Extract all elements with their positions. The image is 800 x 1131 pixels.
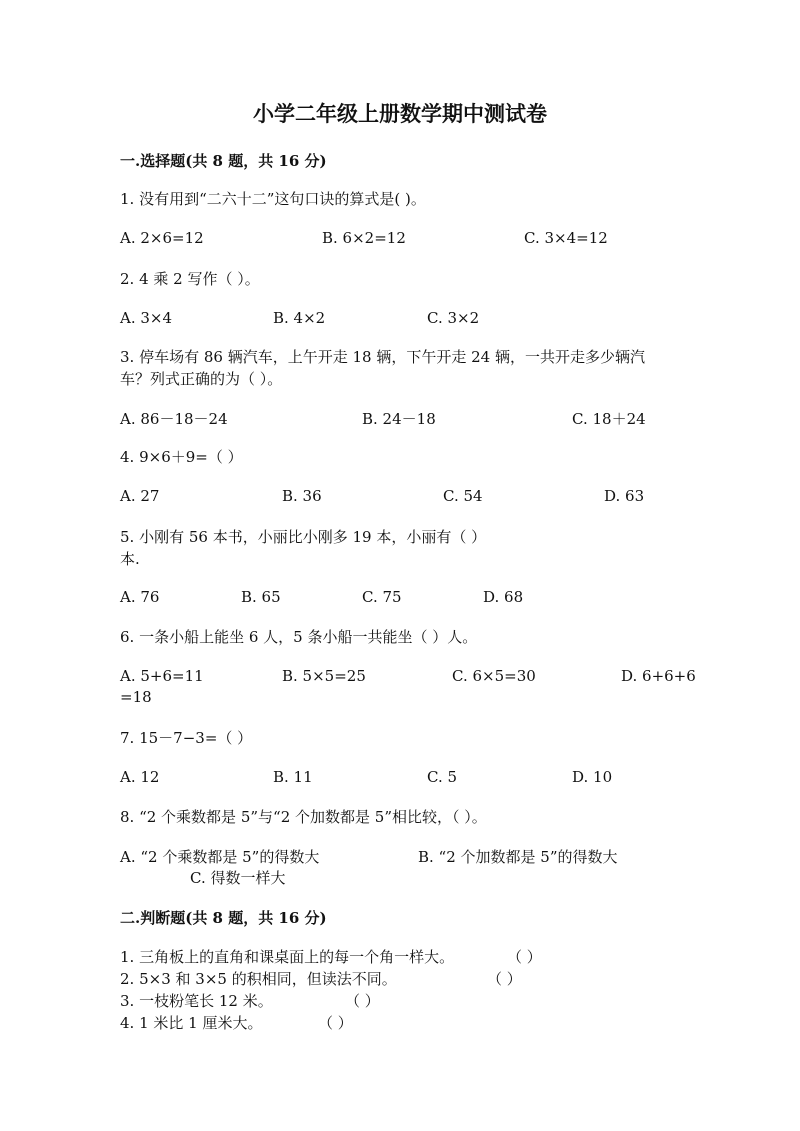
question-8: 8. “2 个乘数都是 5”与“2 个加数都是 5”相比较，（ ）。 — [120, 808, 487, 826]
question-6: 6. 一条小船上能坐 6 人，5 条小船一共能坐（ ）人。 — [120, 628, 478, 646]
judgment-item-2: 2. 5×3 和 3×5 的积相同，但读法不同。 — [120, 970, 397, 988]
question-7: 7. 15－7−3=（ ） — [120, 729, 253, 747]
question-4-option-d: D. 63 — [604, 487, 645, 505]
question-1-option-a: A. 2×6=12 — [120, 229, 204, 247]
section-heading-judgment: 二.判断题(共 8 题，共 16 分) — [120, 909, 327, 927]
question-7-option-a: A. 12 — [120, 768, 160, 786]
question-8-option-a: A. “2 个乘数都是 5”的得数大 — [120, 848, 320, 866]
question-3-option-a: A. 86－18－24 — [120, 410, 228, 428]
judgment-item-3: 3. 一枝粉笔长 12 米。 — [120, 992, 273, 1010]
question-6-option-c: C. 6×5=30 — [452, 667, 536, 685]
question-8-option-b: B. “2 个加数都是 5”的得数大 — [418, 848, 618, 866]
question-2: 2. 4 乘 2 写作（ ）。 — [120, 270, 260, 288]
question-4-option-a: A. 27 — [120, 487, 160, 505]
question-5-option-c: C. 75 — [362, 588, 402, 606]
question-5-option-d: D. 68 — [483, 588, 524, 606]
question-2-option-b: B. 4×2 — [273, 309, 326, 327]
question-1: 1. 没有用到“二六十二”这句口诀的算式是( )。 — [120, 190, 426, 208]
section-heading-choice: 一.选择题(共 8 题，共 16 分) — [120, 152, 327, 170]
page-title: 小学二年级上册数学期中测试卷 — [253, 101, 547, 126]
judgment-item-1: 1. 三角板上的直角和课桌面上的每一个角一样大。 — [120, 948, 455, 966]
question-3-line-1: 3. 停车场有 86 辆汽车，上午开走 18 辆，下午开走 24 辆，一共开走多少辆汽 — [120, 348, 645, 366]
question-6-option-d: D. 6+6+6 — [621, 667, 696, 685]
question-5-option-a: A. 76 — [120, 588, 160, 606]
question-3-line-2: 车？列式正确的为（ ）。 — [120, 370, 283, 388]
question-1-option-b: B. 6×2=12 — [322, 229, 406, 247]
question-6-option-a: A. 5+6=11 — [120, 667, 204, 685]
question-6-option-b: B. 5×5=25 — [282, 667, 366, 685]
question-3-option-b: B. 24－18 — [362, 410, 436, 428]
question-7-option-d: D. 10 — [572, 768, 613, 786]
question-4: 4. 9×6＋9=（ ） — [120, 448, 243, 466]
question-6-option-d-wrap: =18 — [120, 688, 152, 706]
judgment-item-3-answer-blank: （ ） — [345, 992, 380, 1010]
question-8-option-c: C. 得数一样大 — [190, 869, 286, 887]
question-7-option-b: B. 11 — [273, 768, 313, 786]
question-5-line-2: 本. — [120, 550, 140, 568]
question-1-option-c: C. 3×4=12 — [524, 229, 608, 247]
question-5-option-b: B. 65 — [241, 588, 281, 606]
judgment-item-4-answer-blank: （ ） — [318, 1014, 353, 1032]
judgment-item-4: 4. 1 米比 1 厘米大。 — [120, 1014, 263, 1032]
question-2-option-c: C. 3×2 — [427, 309, 480, 327]
judgment-item-1-answer-blank: （ ） — [507, 948, 542, 966]
question-4-option-c: C. 54 — [443, 487, 483, 505]
question-4-option-b: B. 36 — [282, 487, 322, 505]
judgment-item-2-answer-blank: （ ） — [487, 970, 522, 988]
question-3-option-c: C. 18＋24 — [572, 410, 646, 428]
question-5-line-1: 5. 小刚有 56 本书，小丽比小刚多 19 本，小丽有（ ） — [120, 528, 487, 546]
question-7-option-c: C. 5 — [427, 768, 458, 786]
question-2-option-a: A. 3×4 — [120, 309, 173, 327]
